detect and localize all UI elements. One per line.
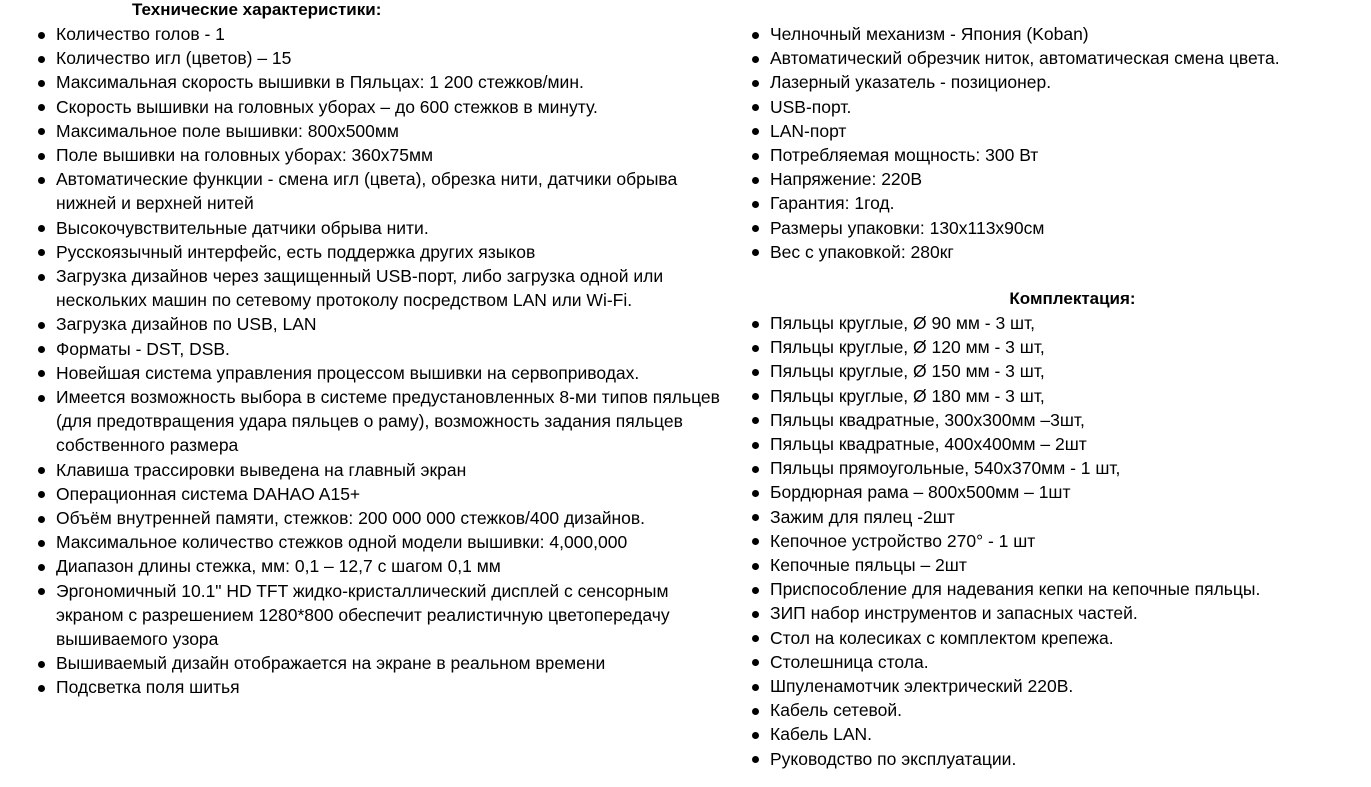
list-item: Гарантия: 1год. [750,191,1365,215]
list-item: Количество голов - 1 [36,22,726,46]
list-item: USB-порт. [750,95,1365,119]
kit-list [750,311,1365,771]
list-item: Максимальное поле вышивки: 800х500мм [36,119,726,143]
list-item: Форматы - DST, DSB. [36,337,726,361]
extra-specs-list [750,22,1365,264]
list-item: Пяльцы круглые, Ø 90 мм - 3 шт, [750,311,1365,335]
specs-column [36,0,726,700]
list-item: Кабель сетевой. [750,698,1365,722]
list-item: Скорость вышивки на головных уборах – до 600 стежков в минуту. [36,95,726,119]
list-item: Автоматические функции - смена игл (цвета), обрезка нити, датчики обрыва нижней и верхней нитей [36,167,726,215]
list-item: Автоматический обрезчик ниток, автоматическая смена цвета. [750,46,1365,70]
list-item: Приспособление для надевания кепки на кепочные пяльцы. [750,577,1365,601]
list-item: Русскоязычный интерфейс, есть поддержка других языков [36,240,726,264]
list-item: Бордюрная рама – 800х500мм – 1шт [750,480,1365,504]
list-item: Высокочувствительные датчики обрыва нити. [36,216,726,240]
list-item: Поле вышивки на головных уборах: 360х75мм [36,143,726,167]
list-item: Руководство по эксплуатации. [750,747,1365,771]
list-item: Имеется возможность выбора в системе предустановленных 8-ми типов пяльцев (для предотвращения удара пяльцев о раму), возможность задания пяльцев собственного размера [36,385,726,458]
list-item: Операционная система DAHAO A15+ [36,482,726,506]
list-item: Новейшая система управления процессом вышивки на сервоприводах. [36,361,726,385]
list-item: Зажим для пялец -2шт [750,505,1365,529]
list-item: Объём внутренней памяти, стежков: 200 000 000 стежков/400 дизайнов. [36,506,726,530]
list-item: Пяльцы круглые, Ø 150 мм - 3 шт, [750,359,1365,383]
list-item: Потребляемая мощность: 300 Вт [750,143,1365,167]
list-item: Пяльцы круглые, Ø 120 мм - 3 шт, [750,335,1365,359]
list-item: Стол на колесиках с комплектом крепежа. [750,626,1365,650]
list-item: Столешница стола. [750,650,1365,674]
specs-list [36,22,726,700]
list-item: Пяльцы квадратные, 400х400мм – 2шт [750,432,1365,456]
list-item: Вышиваемый дизайн отображается на экране в реальном времени [36,651,726,675]
specs-heading: Технические характеристики: [132,0,382,19]
list-item: Пяльцы круглые, Ø 180 мм - 3 шт, [750,384,1365,408]
list-item: Пяльцы квадратные, 300х300мм –3шт, [750,408,1365,432]
list-item: Диапазон длины стежка, мм: 0,1 – 12,7 с шагом 0,1 мм [36,554,726,578]
list-item: Пяльцы прямоугольные, 540х370мм - 1 шт, [750,456,1365,480]
list-item: Количество игл (цветов) – 15 [36,46,726,70]
list-item: LAN-порт [750,119,1365,143]
list-item: Кепочное устройство 270° - 1 шт [750,529,1365,553]
list-item: Шпуленамотчик электрический 220В. [750,674,1365,698]
right-column [750,0,1365,771]
list-item: Кабель LAN. [750,722,1365,746]
list-item: Размеры упаковки: 130х113х90см [750,216,1365,240]
list-item: Максимальная скорость вышивки в Пяльцах: 1 200 стежков/мин. [36,70,726,94]
list-item: Загрузка дизайнов по USB, LAN [36,312,726,336]
list-item: ЗИП набор инструментов и запасных частей. [750,601,1365,625]
list-item: Эргономичный 10.1" HD TFT жидко-кристаллический дисплей с сенсорным экраном с разрешением 1280*800 обеспечит реалистичную цветопередачу вышиваемого узора [36,579,726,652]
list-item: Кепочные пяльцы – 2шт [750,553,1365,577]
list-item: Вес с упаковкой: 280кг [750,240,1365,264]
list-item: Загрузка дизайнов через защищенный USB-порт, либо загрузка одной или нескольких машин по сетевому протоколу посредством LAN или Wi-Fi. [36,264,726,312]
list-item: Лазерный указатель - позиционер. [750,70,1365,94]
kit-heading: Комплектация: [1009,289,1136,309]
list-item: Челночный механизм - Япония (Koban) [750,22,1365,46]
list-item: Подсветка поля шитья [36,675,726,699]
list-item: Клавиша трассировки выведена на главный экран [36,458,726,482]
list-item: Напряжение: 220В [750,167,1365,191]
list-item: Максимальное количество стежков одной модели вышивки: 4,000,000 [36,530,726,554]
